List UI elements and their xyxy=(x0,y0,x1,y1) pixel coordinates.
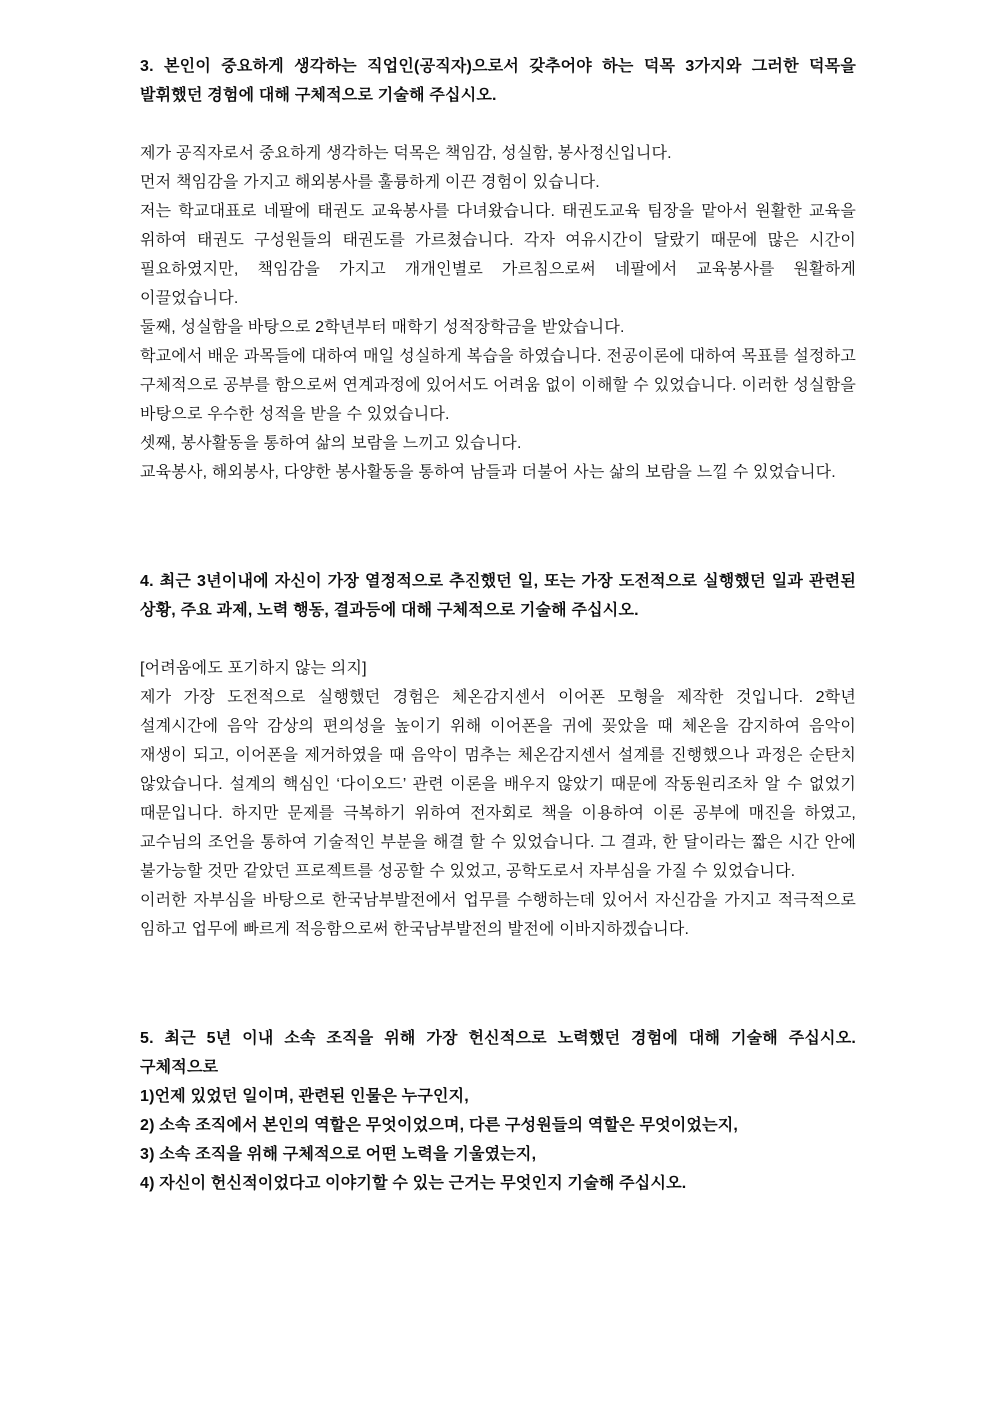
answer-paragraph: 제가 가장 도전적으로 실행했던 경험은 체온감지센서 이어폰 모형을 제작한 것입니다. 2학년 설계시간에 음악 감상의 편의성을 높이기 위해 이어폰을 귀에 꽂았을 때 체온을 감지하여 음악이 재생이 되고, 이어폰을 제거하였을 때 음악이 멈추는 체온감지센서 설계를 진행했으나 과정은 순탄치 않았습니다. 설계의 핵심인 ‘다이오드’ 관련 이론을 배우지 않았기 때문에 작동원리조차 알 수 없었기 때문입니다. 하지만 문제를 극복하기 위하여 전자회로 책을 이용하여 이론 공부에 매진을 하였고, 교수님의 조언을 통하여 기술적인 부분을 해결 할 수 있었습니다. 그 결과, 한 달이라는 짧은 시간 안에 불가능할 것만 같았던 프로젝트를 성공할 수 있었고, 공학도로서 자부심을 가질 수 있었습니다. xyxy=(140,689,856,880)
answer-paragraph: 이러한 자부심을 바탕으로 한국남부발전에서 업무를 수행하는데 있어서 자신감을 가지고 적극적으로 임하고 업무에 빠르게 적응함으로써 한국남부발전의 발전에 이바지하겠습니다. xyxy=(140,892,856,938)
answer-paragraph: 학교에서 배운 과목들에 대하여 매일 성실하게 복습을 하였습니다. 전공이론에 대하여 목표를 설정하고 구체적으로 공부를 함으로써 연계과정에 있어서도 어려움 없이 이해할 수 있었습니다. 이러한 성실함을 바탕으로 우수한 성적을 받을 수 있었습니다. xyxy=(140,348,856,423)
question-text: 4. 최근 3년이내에 자신이 가장 열정적으로 추진했던 일, 또는 가장 도전적으로 실행했던 일과 관련된 상황, 주요 과제, 노력 행동, 결과등에 대해 구체적으로 기술해 주십시오. xyxy=(140,573,856,619)
question-section xyxy=(140,567,856,944)
answer-paragraph: 교육봉사, 해외봉사, 다양한 봉사활동을 통하여 남들과 더불어 사는 삶의 보람을 느낄 수 있었습니다. xyxy=(140,464,836,481)
question-text: 1)언제 있었던 일이며, 관련된 인물은 누구인지, xyxy=(140,1088,469,1105)
question-text: 3) 소속 조직을 위해 구체적으로 어떤 노력을 기울였는지, xyxy=(140,1146,537,1163)
answer-paragraph: 셋째, 봉사활동을 통하여 삶의 보람을 느끼고 있습니다. xyxy=(140,435,522,452)
answer-paragraph: 먼저 책임감을 가지고 해외봉사를 훌륭하게 이끈 경험이 있습니다. xyxy=(140,174,600,191)
answer-paragraph: 둘째, 성실함을 바탕으로 2학년부터 매학기 성적장학금을 받았습니다. xyxy=(140,319,625,336)
question-text: 3. 본인이 중요하게 생각하는 직업인(공직자)으로서 갖추어야 하는 덕목 3가지와 그러한 덕목을 발휘했던 경험에 대해 구체적으로 기술해 주십시오. xyxy=(140,58,856,104)
question-section xyxy=(140,1024,856,1198)
answer-block xyxy=(140,139,856,487)
document-body xyxy=(140,52,856,1198)
answer-paragraph: [어려움에도 포기하지 않는 의지] xyxy=(140,660,367,677)
answer-block xyxy=(140,654,856,944)
question-text: 5. 최근 5년 이내 소속 조직을 위해 가장 헌신적으로 노력했던 경험에 대해 기술해 주십시오. 구체적으로 xyxy=(140,1030,856,1076)
answer-paragraph: 제가 공직자로서 중요하게 생각하는 덕목은 책임감, 성실함, 봉사정신입니다. xyxy=(140,145,672,162)
answer-paragraph: 저는 학교대표로 네팔에 태권도 교육봉사를 다녀왔습니다. 태권도교육 팀장을 맡아서 원활한 교육을 위하여 태권도 구성원들의 태권도를 가르쳤습니다. 각자 여유시간이 달랐기 때문에 많은 시간이 필요하였지만, 책임감을 가지고 개개인별로 가르침으로써 네팔에서 교육봉사를 원활하게 이끌었습니다. xyxy=(140,203,856,307)
question-section xyxy=(140,52,856,487)
question-text: 4) 자신이 헌신적이었다고 이야기할 수 있는 근거는 무엇인지 기술해 주십시오. xyxy=(140,1175,687,1192)
question-text: 2) 소속 조직에서 본인의 역할은 무엇이었으며, 다른 구성원들의 역할은 무엇이었는지, xyxy=(140,1117,739,1134)
